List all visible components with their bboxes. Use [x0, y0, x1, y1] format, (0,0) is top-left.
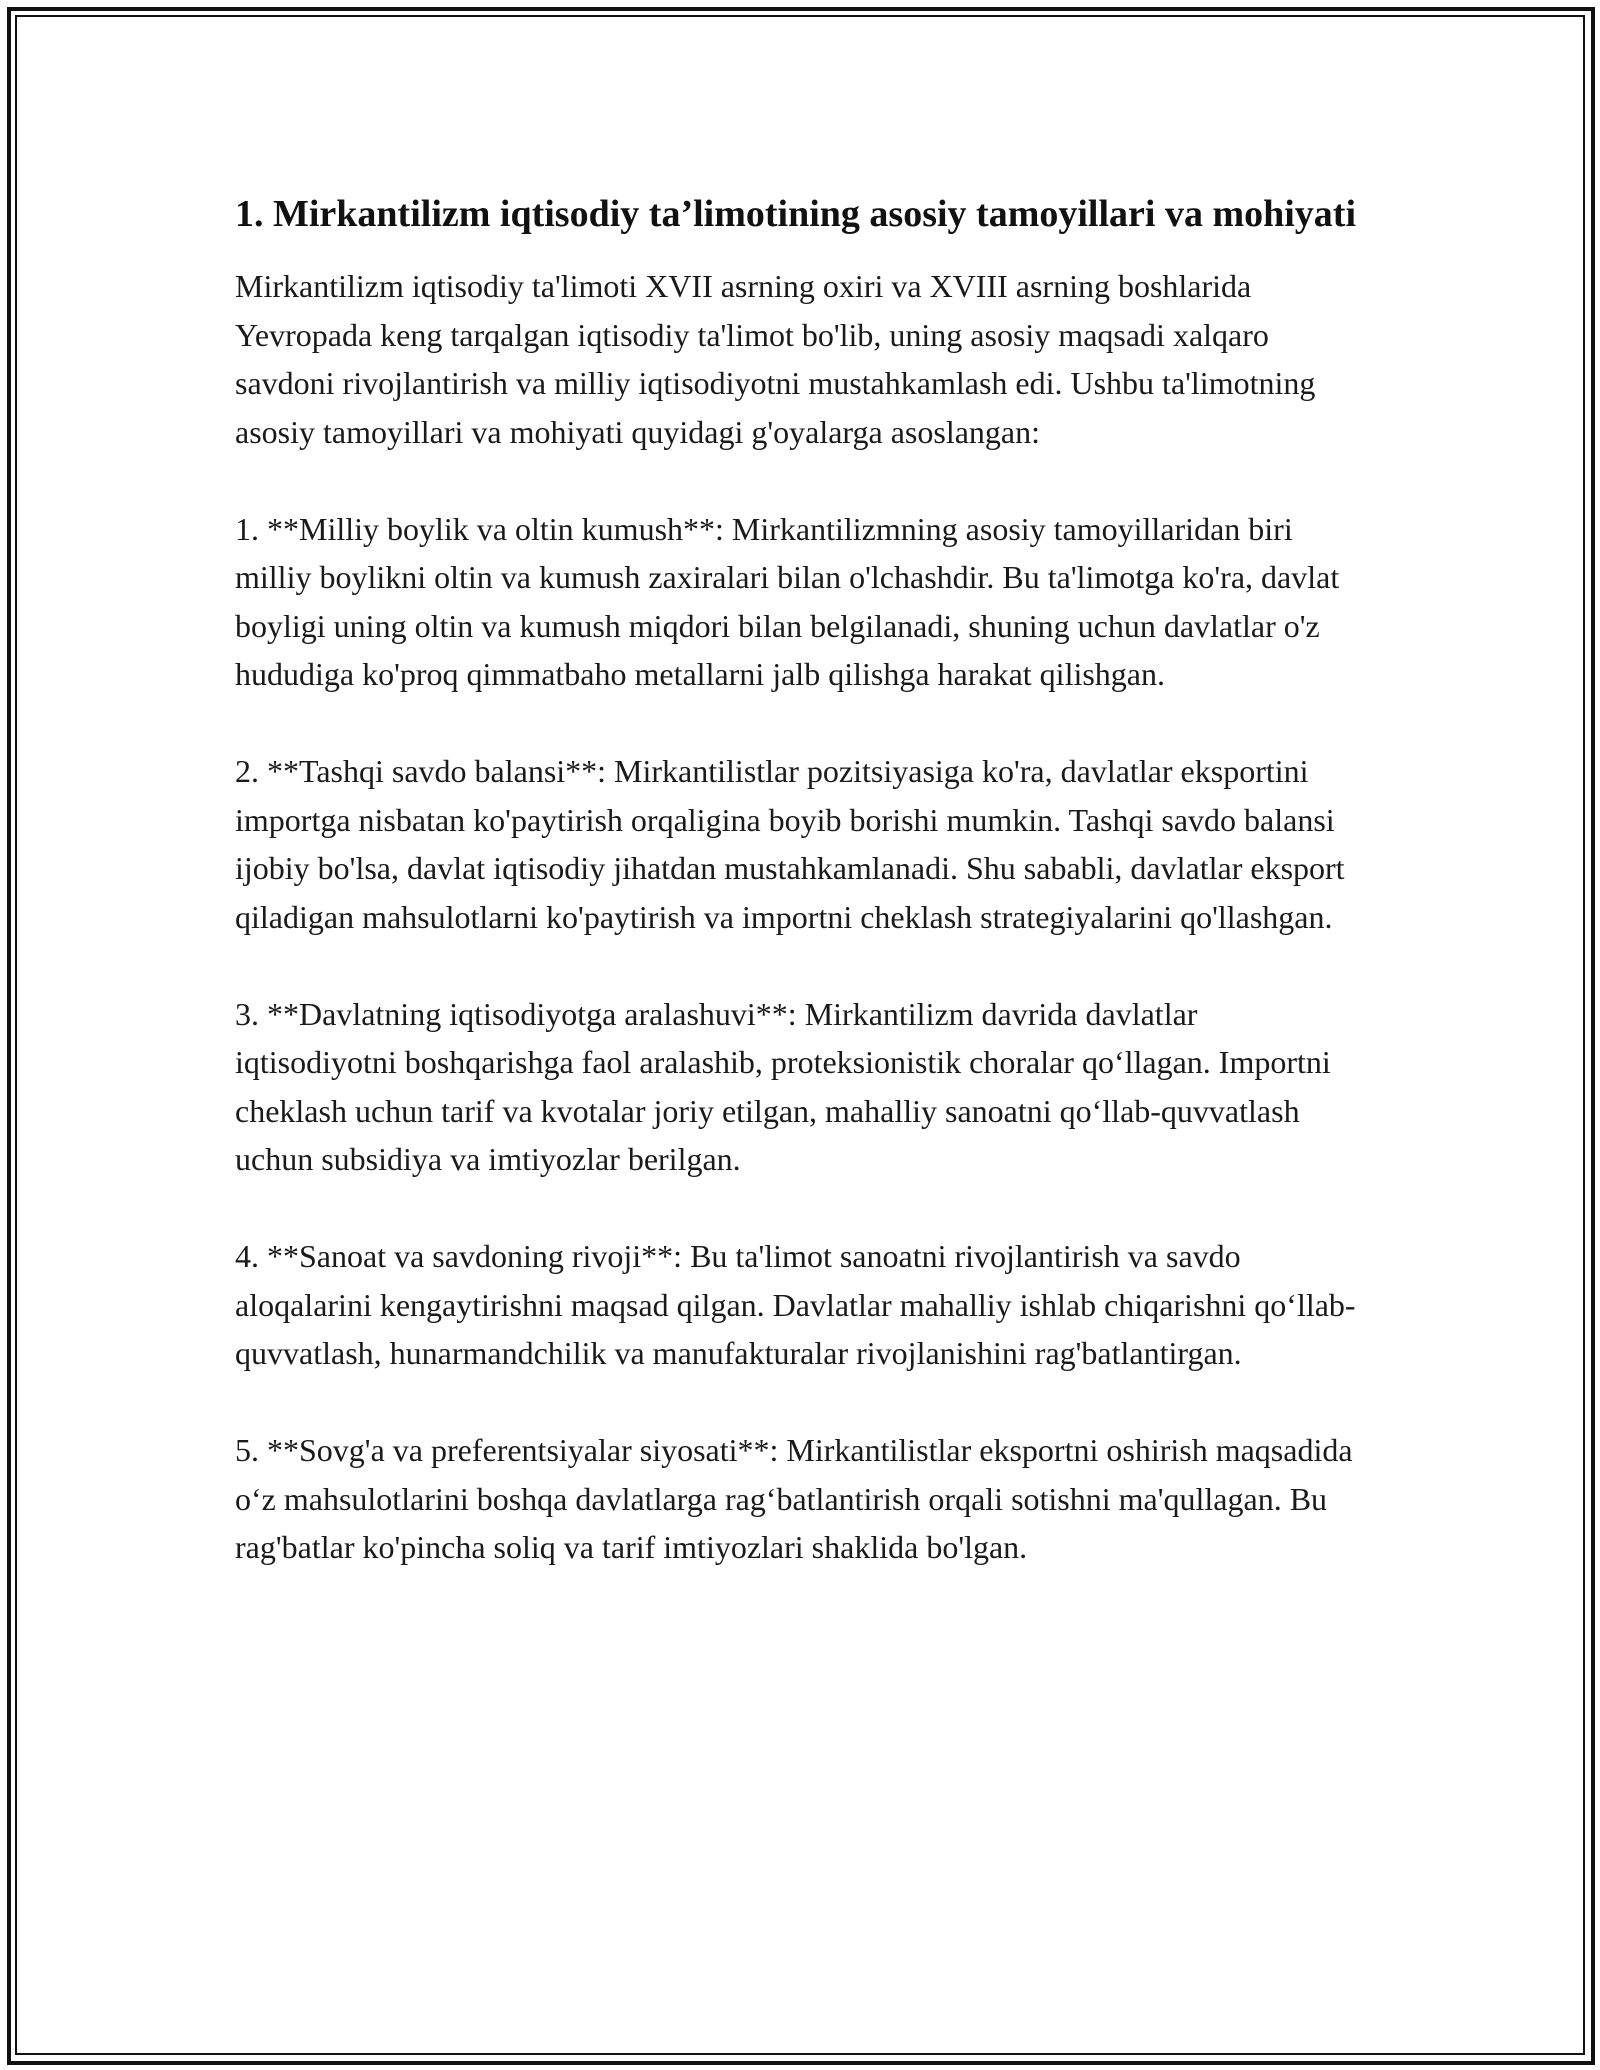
document-body [235, 186, 1365, 1620]
point-paragraph-4: 4. **Sanoat va savdoning rivoji**: Bu ta'limot sanoatni rivojlantirish va savdo aloqalarini kengaytirishni maqsad qilgan. Davlatlar mahalliy ishlab chiqarishni qo‘llab-quvvatlash, hunarmandchilik va manufakturalar rivojlanishini rag'batlantirgan. [235, 1238, 1356, 1371]
point-paragraph-3: 3. **Davlatning iqtisodiyotga aralashuvi**: Mirkantilizm davrida davlatlar iqtisodiyotni boshqarishga faol aralashib, proteksionistik choralar qo‘llagan. Importni cheklash uchun tarif va kvotalar joriy etilgan, mahalliy sanoatni qo‘llab-quvvatlash uchun subsidiya va imtiyozlar berilgan. [235, 995, 1331, 1177]
document-heading: 1. Mirkantilizm iqtisodiy ta’limotining asosiy tamoyillari va mohiyati [235, 193, 1356, 235]
point-paragraph-1: 1. **Milliy boylik va oltin kumush**: Mirkantilizmning asosiy tamoyillaridan biri milliy boylikni oltin va kumush zaxiralari bilan o'lchashdir. Bu ta'limotga ko'ra, davlat boyligi uning oltin va kumush miqdori bilan belgilanadi, shuning uchun davlatlar o'z hududiga ko'proq qimmatbaho metallarni jalb qilishga harakat qilishgan. [235, 510, 1340, 692]
point-paragraph-5: 5. **Sovg'a va preferentsiyalar siyosati**: Mirkantilistlar eksportni oshirish maqsadida o‘z mahsulotlarini boshqa davlatlarga rag‘batlantirish orqali sotishni ma'qullagan. Bu rag'batlar ko'pincha soliq va tarif imtiyozlari shaklida bo'lgan. [235, 1432, 1353, 1565]
point-paragraph-2: 2. **Tashqi savdo balansi**: Mirkantilistlar pozitsiyasiga ko'ra, davlatlar eksportini importga nisbatan ko'paytirish orqaligina boyib borishi mumkin. Tashqi savdo balansi ijobiy bo'lsa, davlat iqtisodiy jihatdan mustahkamlanadi. Shu sababli, davlatlar eksport qiladigan mahsulotlarni ko'paytirish va importni cheklash strategiyalarini qo'llashgan. [235, 753, 1345, 935]
intro-paragraph: Mirkantilizm iqtisodiy ta'limoti XVII asrning oxiri va XVIII asrning boshlarida Yevropada keng tarqalgan iqtisodiy ta'limot bo'lib, uning asosiy maqsadi xalqaro savdoni rivojlantirish va milliy iqtisodiyotni mustahkamlash edi. Ushbu ta'limotning asosiy tamoyillari va mohiyati quyidagi g'oyalarga asoslangan: [235, 268, 1316, 450]
